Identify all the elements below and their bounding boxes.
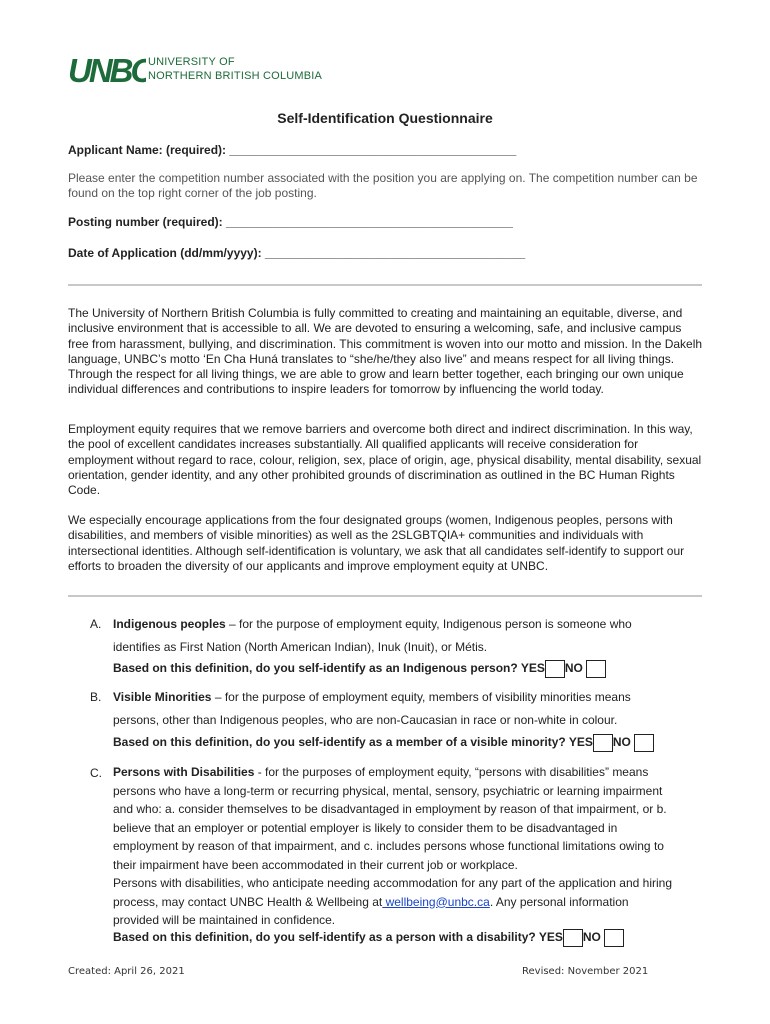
item-a-term: Indigenous peoples (113, 617, 226, 631)
item-c-confidence: provided will be maintained in confidence. (113, 913, 336, 927)
item-c-yes-checkbox[interactable] (563, 929, 583, 947)
wellbeing-email-link[interactable]: wellbeing@unbc.ca (382, 894, 490, 909)
item-a-yes-checkbox[interactable] (545, 660, 565, 678)
logo-line-1: UNIVERSITY OF (148, 56, 235, 68)
designated-groups-paragraph: We especially encourage applications from the four designated groups (women, Indigenous peoples, persons with disabilities, and members of visible minorities) as well as the 2SLGBTQIA+ communities and individuals with intersectional identities. Although self-identification is voluntary, we ask that all candidates self-identify to support our efforts to broaden the diversity of our applicants and improve employment equity at UNBC. (68, 513, 685, 573)
item-c-contact-pre: process, may contact UNBC Health & Wellbeing at (113, 894, 383, 909)
item-c-letter: C. (90, 766, 102, 780)
item-c-line-1: persons who have a long-term or recurring physical, mental, sensory, psychiatric or learning impairment (113, 783, 663, 798)
footer-created: Created: April 26, 2021 (68, 966, 185, 977)
item-c-contact-post: . Any personal information (489, 894, 629, 909)
employment-equity-paragraph: Employment equity requires that we remove barriers and overcome both direct and indirect discrimination. In this way, the pool of excellent candidates increases substantially. All qualified applicants will receive consideration for employment without regard to race, colour, religion, sex, place of origin, age, physical disability, mental disability, sexual orientation, gender identity, and any other prohibited grounds of discrimination as outlined in the BC Human Rights Code. (68, 422, 702, 498)
page-title: Self-Identification Questionnaire (277, 110, 493, 126)
unbc-logo (68, 50, 146, 95)
item-a-no-checkbox[interactable] (586, 660, 606, 678)
footer-revised: Revised: November 2021 (522, 966, 649, 977)
item-b-definition (113, 688, 713, 729)
item-c-no-label: NO (582, 930, 601, 945)
item-c-line-4: employment by reason of that impairment, and c. includes persons whose functional limitations owing to (113, 839, 664, 853)
divider-middle (68, 595, 702, 597)
unbc-logo-mark (68, 50, 146, 90)
item-a-def-1: – for the purpose of employment equity, Indigenous person is someone who (225, 617, 632, 631)
item-c-question-text: Based on this definition, do you self-identify as a person with a disability? YES (113, 930, 563, 945)
item-c-definition (113, 763, 713, 930)
item-b-question-text: Based on this definition, do you self-identify as a member of a visible minority? YES (113, 735, 593, 750)
item-c-question (113, 929, 624, 947)
date-of-application-field[interactable]: Date of Application (dd/mm/yyyy): _______________________________________ (68, 246, 526, 260)
item-b-letter: B. (90, 690, 102, 704)
item-b-no-label: NO (612, 735, 631, 750)
item-c-line-5: their impairment have been accommodated in their current job or workplace. (113, 857, 518, 872)
item-b-question (113, 734, 654, 752)
divider-top (68, 284, 702, 286)
item-b-term: Visible Minorities (113, 690, 212, 704)
logo-mark-text: UNBC (68, 52, 146, 89)
item-b-def-1: – for the purpose of employment equity, members of visibility minorities means (211, 690, 631, 704)
applicant-name-field[interactable]: Applicant Name: (required): ___________________________________________ (68, 143, 517, 157)
commitment-paragraph: The University of Northern British Columbia is fully committed to creating and maintaining an equitable, diverse, and inclusive environment that is accessible to all. We are devoted to ensuring a welcoming, safe, and inclusive campus free from harassment, bullying, and discrimination. This commitment is woven into our motto and mission. In the Dakelh language, UNBC’s motto ‘En Cha Huná translates to “she/he/they also live” and means respect for all living things. Through the respect for all living things, we are able to grow and learn better together, each bringing our own unique individual differences and contributions to inspire leaders for tomorrow by influencing the world today. (68, 306, 703, 397)
item-a-no-label: NO (564, 661, 583, 676)
item-c-no-checkbox[interactable] (604, 929, 624, 947)
item-b-def-2: persons, other than Indigenous peoples, who are non-Caucasian in race or non-white in colour. (113, 712, 618, 727)
instructions-text: Please enter the competition number associated with the position you are applying on. The competition number can be found on the top right corner of the job posting. (68, 171, 698, 200)
item-c-contact-line (113, 893, 713, 912)
logo-wordmark (148, 55, 322, 83)
item-c-term: Persons with Disabilities (113, 765, 255, 779)
item-a-question (113, 660, 606, 678)
item-a-letter: A. (90, 617, 102, 631)
item-b-yes-checkbox[interactable] (593, 734, 613, 752)
item-c-line-2: and who: a. consider themselves to be disadvantaged in employment by reason of that impairment, or b. (113, 802, 667, 816)
item-c-line-3: believe that an employer or potential employer is likely to consider them to be disadvantaged in (113, 820, 618, 835)
item-a-def-2: identifies as First Nation (North American Indian), Inuk (Inuit), or Métis. (113, 639, 488, 654)
item-a-question-text: Based on this definition, do you self-identify as an Indigenous person? YES (113, 661, 545, 676)
logo-line-2: NORTHERN BRITISH COLUMBIA (148, 70, 323, 82)
posting-number-field[interactable]: Posting number (required): ___________________________________________ (68, 215, 513, 229)
item-a-definition (113, 615, 713, 656)
item-c-line-6: Persons with disabilities, who anticipate needing accommodation for any part of the application and hiring (113, 876, 672, 890)
item-c-def-1: - for the purposes of employment equity, “persons with disabilities” means (254, 765, 649, 779)
item-b-no-checkbox[interactable] (634, 734, 654, 752)
